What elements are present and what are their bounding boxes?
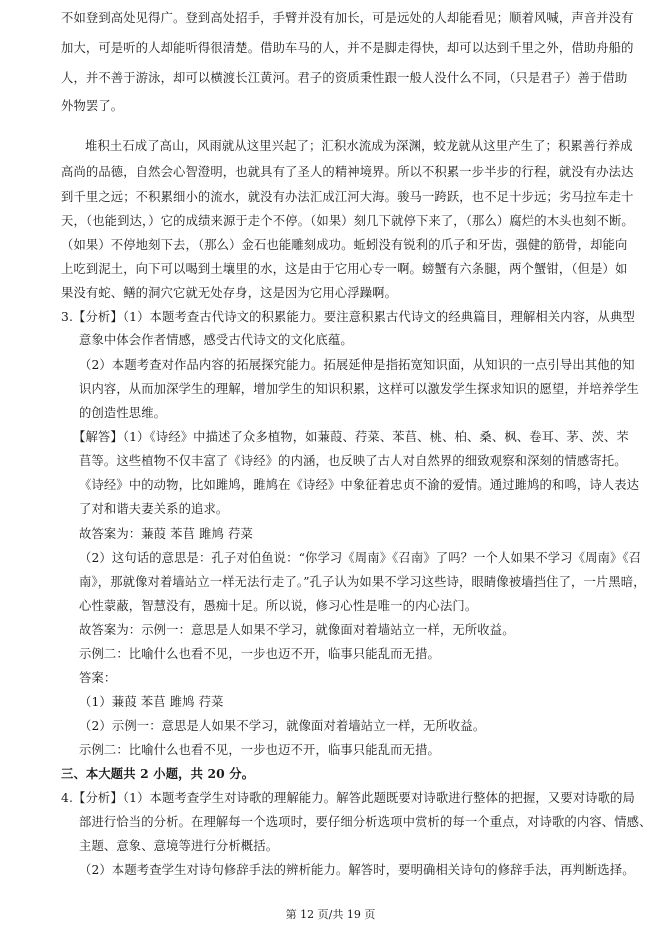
text-line: 心性蒙蔽，智慧没有，愚痴十足。所以说，修习心性是唯一的内心法门。 <box>79 599 478 613</box>
text-line: 天，（也能到达，）它的成绩来源于走个不停。（如果）刻几下就停下来了，（那么）腐烂的木头也刻不断。 <box>61 214 634 228</box>
text-line: 人，并不善于游泳，却可以横渡长江黄河。君子的资质秉性跟一般人没什么不同，（只是君子）善于借助 <box>61 71 628 85</box>
text-line: 部进行恰当的分析。在理解每一个选项时，要仔细分析选项中赏析的每一个重点，对诗歌的内容、情感、 <box>79 815 652 829</box>
question-3-answer: 【解答】（1）《诗经》中描述了众多植物，如蒹葭、荇菜、苯苢、桃、柏、桑、枫、卷耳、茅、茨、芣 <box>73 430 629 444</box>
text-line: （2）示例一：意思是人如果不学习，就像面对着墙站立一样，无所收益。 <box>79 719 486 733</box>
text-line: 《诗经》中的动物，比如雎鸠，雎鸠在《诗经》中象征着忠贞不渝的爱情。通过雎鸠的和鸣，诗人表达 <box>79 478 640 492</box>
text-line: 加大，可是听的人却能听得很清楚。借助车马的人，并不是脚走得快，却可以达到千里之外，借助舟船的 <box>61 41 634 55</box>
text-line: 识内容，从而加深学生的理解，增加学生的知识积累，这样可以激发学生探求知识的愿望，并培养学生 <box>79 382 640 396</box>
text-line: 主题、意象、意境等进行分析概括。 <box>79 839 279 853</box>
text-line: 高尚的品德，自然会心智澄明，也就具有了圣人的精神境界。所以不积累一步半步的行程，就没有办法达 <box>61 165 634 179</box>
text-line: （如果）不停地刻下去，（那么）金石也能雕刻成功。蚯蚓没有锐利的爪子和牙齿，强健的筋骨，却能向 <box>61 238 628 252</box>
text-line: 意象中体会作者情感，感受古代诗文的文化底蕴。 <box>79 333 353 347</box>
text-line: 示例二：比喻什么也看不见，一步也迈不开，临事只能乱而无措。 <box>79 647 440 661</box>
text-line: 堆积土石成了高山，风雨就从这里兴起了；汇积水流成为深渊，蛟龙就从这里产生了；积累善行养成 <box>85 139 633 153</box>
text-line: 到千里之远；不积累细小的流水，就没有办法汇成江河大海。骏马一跨跃，也不足十步远；劣马拉车走十 <box>61 190 634 204</box>
text-line: 的创造性思维。 <box>79 406 167 420</box>
text-line: （2）本题考查学生对诗句修辞手法的辨析能力。解答时，要明确相关诗句的修辞手法，再判断选择。 <box>79 863 635 877</box>
page-number: 第 12 页/共 19 页 <box>285 908 376 921</box>
question-4-analysis: 4.【分析】（1）本题考查学生对诗歌的理解能力。解答此题既要对诗歌进行整体的把握，又要对诗歌的局 <box>61 791 635 805</box>
text-line: 果没有蛇、鳝的洞穴它就无处存身，这是因为它用心浮躁啊。 <box>61 286 398 300</box>
section-heading: 三、本大题共 2 小题，共 20 分。 <box>61 766 255 781</box>
question-3-analysis: 3.【分析】（1）本题考查古代诗文的积累能力。要注意积累古代诗文的经典篇目，理解相关内容，从典型 <box>61 310 635 324</box>
text-line: 答案： <box>79 671 117 685</box>
text-line: 故答案为：蒹葭 苯苢 雎鸠 荇菜 <box>79 527 253 541</box>
text-line: 了对和谐夫妻关系的追求。 <box>79 502 229 516</box>
text-line: 不如登到高处见得广。登到高处招手，手臂并没有加长，可是远处的人却能看见；顺着风喊，声音并没有 <box>61 11 634 25</box>
text-line: （1）蒹葭 苯苢 雎鸠 荇菜 <box>79 695 224 709</box>
text-line: 外物罢了。 <box>61 99 124 113</box>
text-line: 上吃到泥土，向下可以喝到土壤里的水，这是由于它用心专一啊。螃蟹有六条腿，两个蟹钳，（但是）如 <box>61 262 628 276</box>
text-line: 故答案为：示例一：意思是人如果不学习，就像面对着墙站立一样，无所收益。 <box>79 623 515 637</box>
text-line: 南》，那就像对着墙站立一样无法行走了。”孔子认为如果不学习这些诗，眼睛像被墙挡住了，一片黑暗， <box>79 575 646 589</box>
text-line: 苢等。这些植物不仅丰富了《诗经》的内涵，也反映了古人对自然界的细致观察和深刻的情感寄托。 <box>79 454 627 468</box>
text-line: 示例二：比喻什么也看不见，一步也迈不开，临事只能乱而无措。 <box>79 743 440 757</box>
text-line: （2）这句话的意思是：孔子对伯鱼说：“你学习《周南》《召南》了吗？一个人如果不学习《周南》《召 <box>79 551 642 565</box>
text-line: （2）本题考查对作品内容的拓展探究能力。拓展延伸是指拓宽知识面，从知识的一点引导出其他的知 <box>79 358 635 372</box>
